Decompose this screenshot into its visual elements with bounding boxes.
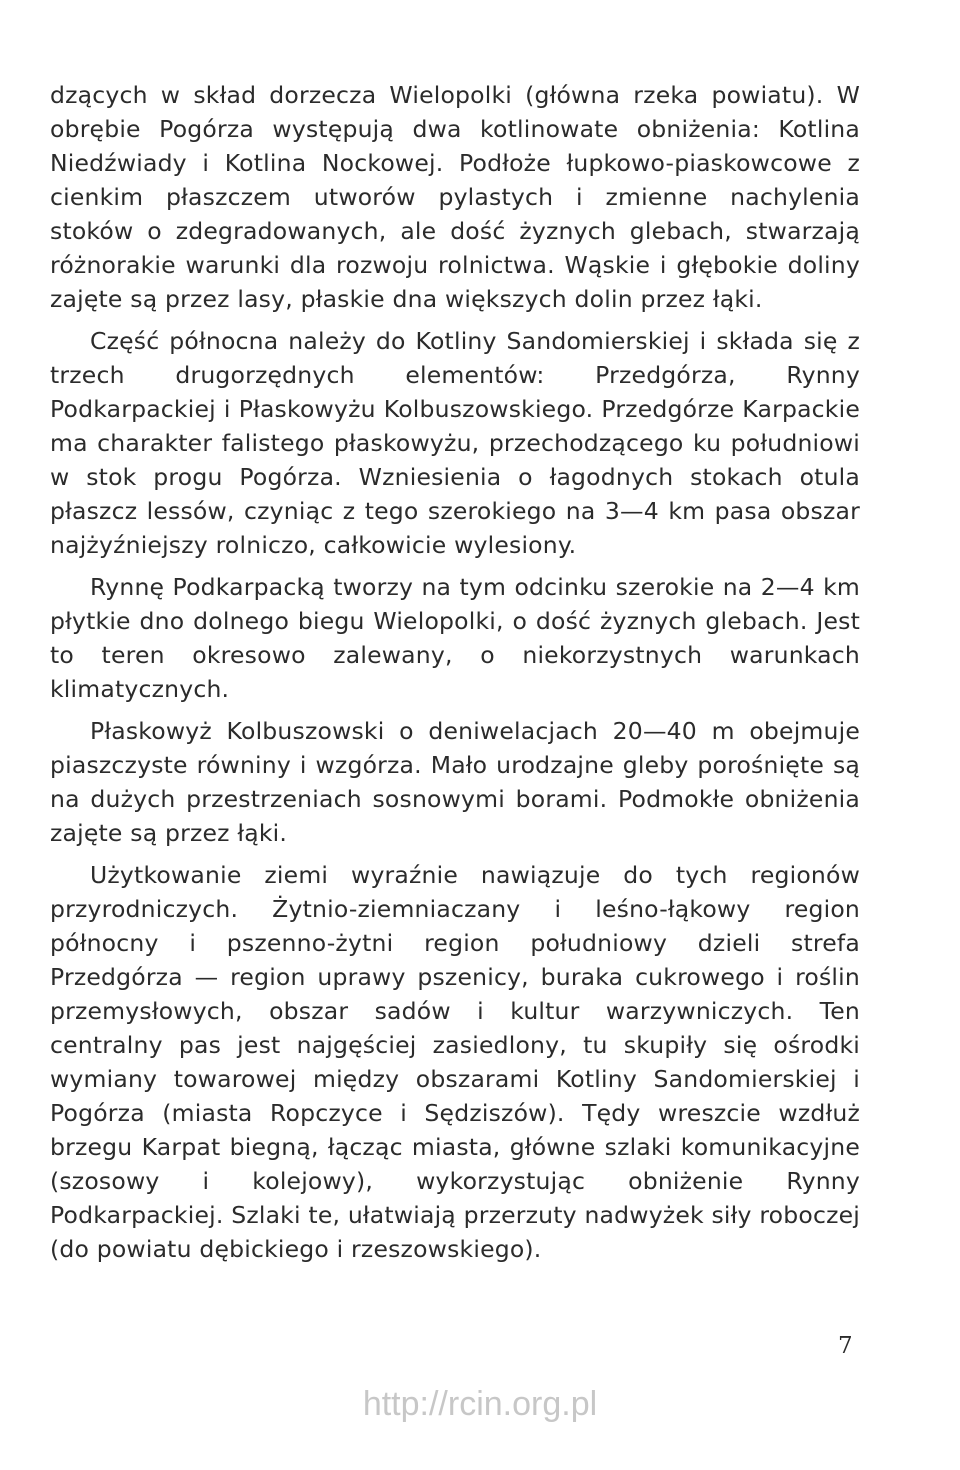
paragraph-4: Płaskowyż Kolbuszowski o deniwelacjach 20—40 m obejmuje piaszczyste równiny i wzgórza. Mało urodzajne gleby porośnięte są na dużych przestrzeniach sosnowymi borami. Podmokłe obniżenia zajęte są przez łąki.	[50, 717, 860, 847]
page-body	[50, 78, 860, 1274]
paragraph-3: Rynnę Podkarpacką tworzy na tym odcinku szerokie na 2—4 km płytkie dno dolnego biegu Wielopolki, o dość żyznych glebach. Jest to teren okresowo zalewany, o niekorzystnych warunkach klimatycznych.	[50, 573, 860, 703]
page-number: 7	[838, 1333, 853, 1359]
paragraph-1: dzących w skład dorzecza Wielopolki (główna rzeka powiatu). W obrębie Pogórza występują dwa kotlinowate obniżenia: Kotlina Niedźwiady i Kotlina Nockowej. Podłoże łupkowo-piaskowcowe z cienkim płaszczem utworów pylastych i zmienne nachylenia stoków o zdegradowanych, ale dość żyznych glebach, stwarzają różnorakie warunki dla rozwoju rolnictwa. Wąskie i głębokie doliny zajęte są przez lasy, płaskie dna większych dolin przez łąki.	[50, 81, 860, 313]
paragraph-2: Część północna należy do Kotliny Sandomierskiej i składa się z trzech drugorzędnych elementów: Przedgórza, Rynny Podkarpackiej i Płaskowyżu Kolbuszowskiego. Przedgórze Karpackie ma charakter falistego płaskowyżu, przechodzącego ku południowi w stok progu Pogórza. Wzniesienia o łagodnych stokach otula płaszcz lessów, czyniąc z tego szerokiego na 3—4 km pasa obszar najżyźniejszy rolniczo, całkowicie wylesiony.	[50, 327, 860, 559]
watermark-link[interactable]: http://rcin.org.pl	[362, 1385, 598, 1423]
paragraph-5: Użytkowanie ziemi wyraźnie nawiązuje do tych regionów przyrodniczych. Żytnio-ziemniaczany i leśno-łąkowy region północny i pszenno-żytni region południowy dzieli strefa Przedgórza — region uprawy pszenicy, buraka cukrowego i roślin przemysłowych, obszar sadów i kultur warzywniczych. Ten centralny pas jest najgęściej zasiedlony, tu skupiły się ośrodki wymiany towarowej między obszarami Kotliny Sandomierskiej i Pogórza (miasta Ropczyce i Sędziszów). Tędy wreszcie wzdłuż brzegu Karpat biegną, łącząc miasta, główne szlaki komunikacyjne (szosowy i kolejowy), wykorzystując obniżenie Rynny Podkarpackiej. Szlaki te, ułatwiają przerzuty nadwyżek siły roboczej (do powiatu dębickiego i rzeszowskiego).	[50, 861, 860, 1263]
